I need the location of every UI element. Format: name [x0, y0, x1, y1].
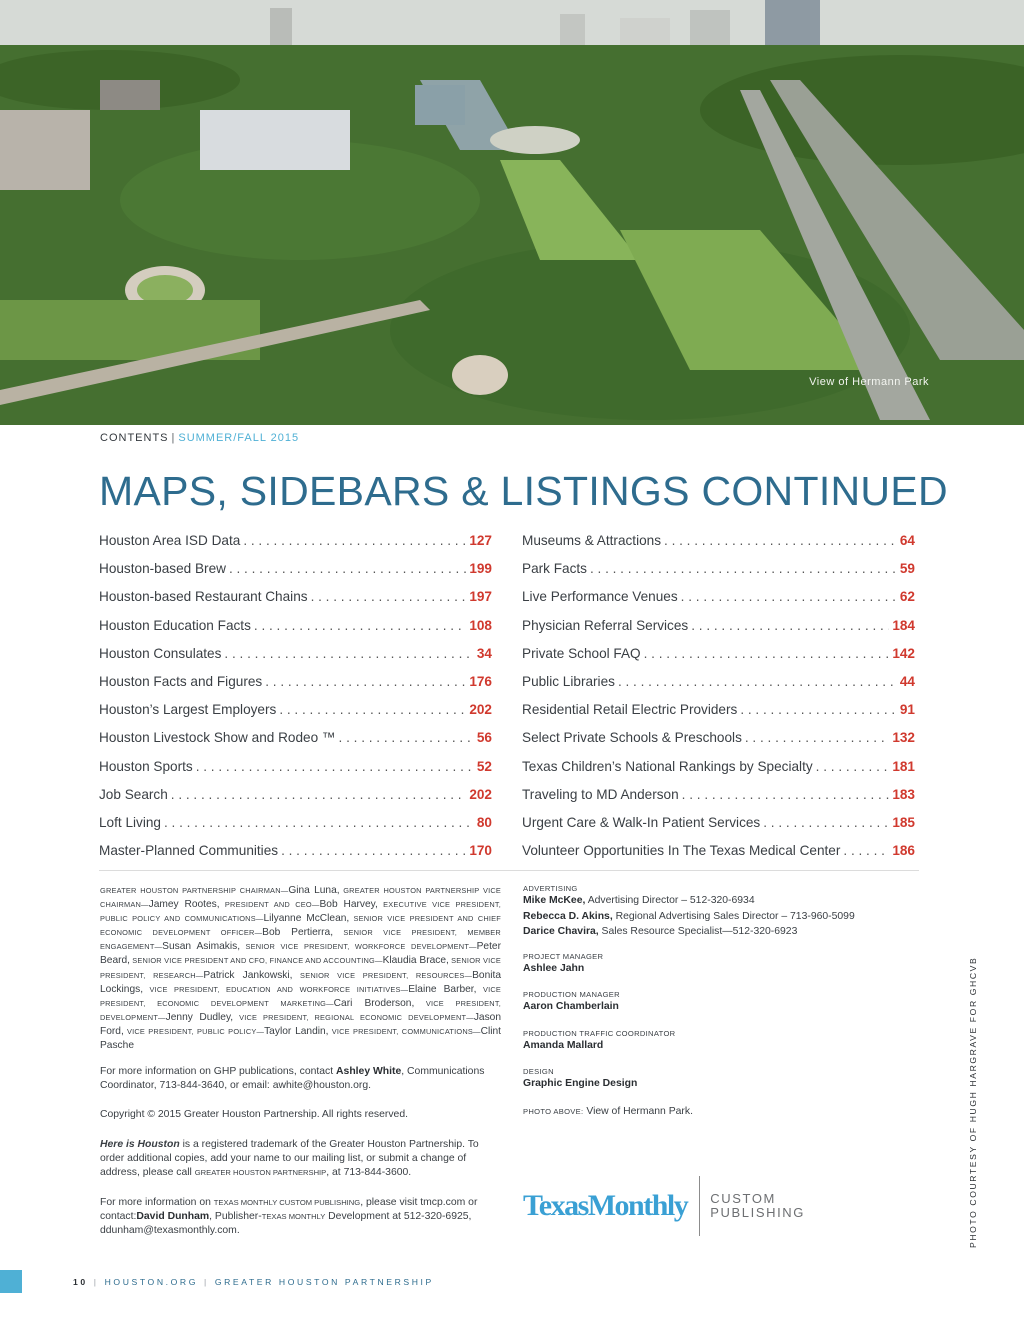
- staff-title: PRESIDENT AND CEO—: [219, 900, 320, 910]
- leader-dots: [281, 843, 466, 858]
- toc-page: 181: [892, 758, 915, 774]
- toc-page: 132: [892, 730, 915, 746]
- staff-name: Klaudia Brace,: [382, 955, 449, 967]
- leader-dots: [265, 674, 466, 689]
- staff-title: SENIOR VICE PRESIDENT, RESOURCES—: [292, 970, 473, 980]
- toc-label: Houston Sports: [99, 758, 193, 774]
- tmcp-info-paragraph: [100, 1196, 500, 1239]
- leader-dots: [763, 815, 889, 830]
- section-label: CONTENTS: [100, 432, 169, 444]
- staff-name: Patrick Jankowski,: [203, 969, 293, 981]
- toc-label: Volunteer Opportunities In The Texas Medical Center: [522, 843, 841, 859]
- toc-label: Houston Livestock Show and Rodeo ™: [99, 730, 336, 746]
- project-manager-heading: PROJECT MANAGER: [523, 951, 604, 961]
- toc-item[interactable]: [522, 843, 915, 871]
- leader-dots: [740, 702, 897, 717]
- leader-dots: [171, 787, 467, 802]
- staff-name: Bonita Lockings,: [100, 969, 501, 995]
- toc-label: Traveling to MD Anderson: [522, 786, 679, 802]
- ghp-contact-name: Ashley White: [336, 1066, 402, 1077]
- leader-dots: [618, 674, 897, 689]
- toc-page: 170: [469, 843, 492, 859]
- photo-credit: PHOTO COURTESY OF HUGH HARGRAVE FOR GHCVB: [968, 956, 978, 1248]
- production-manager-heading: PRODUCTION MANAGER: [523, 990, 620, 999]
- advertising-heading: ADVERTISING: [523, 884, 578, 893]
- trademark-text: is a registered trademark of the Greater Houston Partnership. To order additional copies, add your name to our mailing list, or submit a change of address, please call: [100, 1139, 479, 1179]
- staff-name: Gina Luna,: [288, 885, 340, 896]
- toc-left-column: [99, 533, 492, 871]
- staff-name: Jamey Rootes,: [148, 899, 220, 911]
- toc-label: Houston-based Restaurant Chains: [99, 589, 308, 605]
- staff-name: Lilyanne McClean,: [263, 913, 350, 925]
- texas-monthly-custom-publishing-logo: [523, 1176, 805, 1236]
- tmcp-text: Development at 512-320-6925, ddunham@texasmonthly.com.: [100, 1211, 472, 1237]
- toc-label: Urgent Care & Walk-In Patient Services: [522, 814, 761, 830]
- toc-label: Texas Children’s National Rankings by Specialty: [522, 758, 813, 774]
- footer-divider: |: [93, 1277, 99, 1287]
- toc-item[interactable]: [522, 730, 915, 758]
- traffic-coordinator-heading: PRODUCTION TRAFFIC COORDINATOR: [523, 1028, 676, 1038]
- hermann-park-aerial-image: [0, 0, 1024, 425]
- production-manager-name: Aaron Chamberlain: [523, 1001, 619, 1012]
- footer-accent-block: [0, 1270, 22, 1293]
- project-manager-name: Ashlee Jahn: [523, 962, 585, 974]
- tmcp-contact-name: David Dunham: [136, 1211, 210, 1223]
- toc-label: Houston Consulates: [99, 645, 222, 661]
- toc-label: Live Performance Venues: [522, 589, 678, 605]
- trademark-paragraph: [100, 1138, 505, 1181]
- staff-name: Jason Ford,: [100, 1011, 501, 1037]
- tmcp-text: For more information on: [100, 1197, 214, 1208]
- toc-page: 59: [899, 561, 915, 577]
- toc-page: 127: [469, 533, 492, 548]
- texas-monthly-wordmark: TexasMonthly: [523, 1189, 688, 1222]
- photo-text: View of Hermann Park.: [583, 1105, 693, 1117]
- toc-item[interactable]: [99, 815, 492, 843]
- toc-label: Museums & Attractions: [522, 533, 662, 548]
- credit-line: [523, 924, 923, 940]
- toc-label: Houston Facts and Figures: [99, 673, 263, 689]
- toc-item[interactable]: [99, 646, 492, 674]
- page-footer: [73, 1277, 434, 1287]
- copyright-text: Copyright © 2015 Greater Houston Partnership. All rights reserved.: [100, 1109, 408, 1120]
- ghp-info-text: , Communications Coordinator, 713-844-3640, or email: awhite@houston.org.: [100, 1066, 485, 1092]
- staff-title: SENIOR VICE PRESIDENT, RESEARCH—: [100, 956, 502, 980]
- leader-dots: [224, 646, 473, 661]
- leader-dots: [254, 618, 466, 633]
- staff-title: VICE PRESIDENT, COMMUNICATIONS—: [328, 1026, 481, 1036]
- staff-title: VICE PRESIDENT, REGIONAL ECONOMIC DEVELOPMENT—: [233, 1012, 474, 1022]
- staff-name: Taylor Landin,: [264, 1025, 329, 1037]
- advertising-block: [523, 884, 923, 940]
- credit-role: Regional Advertising Sales Director – 713-960-5099: [612, 910, 855, 922]
- season-label: SUMMER/FALL 2015: [178, 432, 300, 444]
- credit-line: [523, 909, 923, 925]
- leader-dots: [243, 533, 466, 548]
- traffic-coordinator-name: Amanda Mallard: [523, 1039, 604, 1051]
- leader-dots: [816, 759, 890, 774]
- toc-page: 108: [469, 617, 492, 633]
- trademark-title: Here is Houston: [100, 1139, 180, 1150]
- toc-label: Private School FAQ: [522, 645, 641, 661]
- leader-dots: [590, 561, 897, 576]
- staff-title: SENIOR VICE PRESIDENT AND CHIEF ECONOMIC DEVELOPMENT OFFICER—: [100, 914, 501, 938]
- toc-page: 202: [469, 702, 492, 718]
- credit-name: Mike McKee,: [523, 895, 586, 906]
- hero-photo: [0, 0, 1024, 425]
- leader-dots: [745, 730, 889, 745]
- toc-item[interactable]: [99, 759, 492, 787]
- toc-page: 185: [892, 814, 915, 830]
- staff-name: Cari Broderson,: [333, 997, 415, 1009]
- toc-page: 56: [476, 730, 492, 746]
- staff-title: VICE PRESIDENT, EDUCATION AND WORKFORCE INITIATIVES—: [143, 984, 409, 994]
- staff-title: SENIOR VICE PRESIDENT, MEMBER ENGAGEMENT—: [100, 928, 501, 952]
- toc-label: Park Facts: [522, 561, 587, 577]
- staff-name: Bob Pertierra,: [262, 927, 334, 939]
- leader-dots: [339, 730, 474, 745]
- staff-name: Clint Pasche: [100, 1025, 501, 1052]
- toc-label: Houston’s Largest Employers: [99, 702, 277, 718]
- footer-org: GREATER HOUSTON PARTNERSHIP: [214, 1277, 434, 1287]
- toc-page: 64: [899, 533, 915, 548]
- toc-page: 91: [899, 702, 915, 718]
- toc-item[interactable]: [99, 618, 492, 646]
- toc-item[interactable]: [522, 646, 915, 674]
- trademark-phone: , at 713-844-3600.: [326, 1167, 412, 1179]
- logo-line-2: PUBLISHING: [710, 1205, 806, 1220]
- leader-dots: [279, 702, 466, 717]
- toc-label: Master-Planned Communities: [99, 843, 279, 859]
- photo-block: [523, 1106, 923, 1117]
- credit-role: Advertising Director – 512-320-6934: [585, 895, 755, 906]
- design-heading: DESIGN: [523, 1067, 554, 1076]
- traffic-coordinator-block: [523, 1029, 923, 1054]
- toc-item[interactable]: [522, 759, 915, 787]
- toc-label: Houston Education Facts: [99, 617, 251, 633]
- toc-item[interactable]: [522, 702, 915, 730]
- toc-item[interactable]: [522, 815, 915, 843]
- design-block: [523, 1067, 923, 1092]
- toc-item[interactable]: [522, 674, 915, 702]
- toc-item[interactable]: [99, 787, 492, 815]
- ghp-info-text: For more information on GHP publications, contact: [100, 1066, 337, 1077]
- staff-title: VICE PRESIDENT, PUBLIC POLICY—: [123, 1026, 265, 1036]
- tmcp-text: , please visit tmcp.com or contact:: [100, 1197, 478, 1223]
- toc-label: Residential Retail Electric Providers: [522, 702, 738, 718]
- toc-page: 184: [892, 617, 915, 633]
- staff-name: Elaine Barber,: [408, 983, 477, 995]
- staff-name: Susan Asimakis,: [162, 941, 241, 953]
- credit-line: [523, 893, 923, 909]
- toc-item[interactable]: [522, 533, 915, 561]
- divider-rule: [99, 870, 919, 871]
- staff-name: Jenny Dudley,: [165, 1011, 234, 1023]
- toc-item[interactable]: [99, 702, 492, 730]
- toc-label: Job Search: [99, 786, 168, 802]
- toc-page: 62: [899, 589, 915, 605]
- toc-page: 202: [469, 786, 492, 802]
- toc-right-column: [522, 533, 915, 871]
- ghp-info-paragraph: [100, 1065, 500, 1093]
- toc-label: Public Libraries: [522, 673, 615, 689]
- publishing-credits: [523, 884, 923, 1131]
- leader-dots: [682, 787, 890, 802]
- toc-item[interactable]: [99, 533, 492, 561]
- credit-name: Rebecca D. Akins,: [523, 910, 613, 922]
- toc-label: Physician Referral Services: [522, 617, 689, 633]
- toc-item[interactable]: [99, 589, 492, 617]
- leader-dots: [843, 843, 889, 858]
- logo-divider: [699, 1176, 700, 1236]
- toc-item[interactable]: [522, 561, 915, 589]
- toc-item[interactable]: [99, 843, 492, 871]
- staff-masthead: [100, 884, 501, 1053]
- custom-publishing-text: [710, 1192, 805, 1220]
- tmcp-role: TEXAS MONTHLY: [261, 1212, 326, 1222]
- toc-label: Loft Living: [99, 814, 161, 830]
- toc-label: Select Private Schools & Preschools: [522, 730, 742, 746]
- leader-dots: [664, 533, 897, 548]
- toc-item[interactable]: [99, 674, 492, 702]
- page-title: MAPS, SIDEBARS & LISTINGS CONTINUED: [99, 468, 948, 514]
- leader-dots: [311, 589, 467, 604]
- toc-page: 44: [899, 673, 915, 689]
- toc-label: Houston-based Brew: [99, 561, 226, 577]
- staff-name: Bob Harvey,: [319, 899, 378, 911]
- toc-page: 186: [892, 843, 915, 859]
- toc-page: 34: [476, 645, 492, 661]
- page-number: 10: [73, 1277, 88, 1287]
- photo-heading: PHOTO ABOVE:: [523, 1106, 584, 1116]
- credit-role: Sales Resource Specialist—512-320-6923: [598, 926, 798, 937]
- leader-dots: [681, 589, 897, 604]
- leader-dots: [196, 759, 474, 774]
- hero-caption: View of Hermann Park: [809, 376, 929, 388]
- trademark-org: GREATER HOUSTON PARTNERSHIP: [194, 1168, 327, 1178]
- toc-page: 80: [476, 814, 492, 830]
- leader-dots: [229, 561, 466, 576]
- toc-item[interactable]: [522, 618, 915, 646]
- tmcp-text: , Publisher-: [209, 1211, 262, 1223]
- staff-title: VICE PRESIDENT, DEVELOPMENT—: [100, 998, 501, 1022]
- leader-dots: [164, 815, 474, 830]
- toc-page: 183: [892, 786, 915, 802]
- project-manager-block: [523, 952, 923, 977]
- staff-name: Peter Beard,: [100, 941, 501, 967]
- logo-line-1: CUSTOM: [710, 1191, 776, 1206]
- toc-page: 199: [469, 561, 492, 577]
- leader-dots: [691, 618, 889, 633]
- staff-title: SENIOR VICE PRESIDENT, WORKFORCE DEVELOPMENT—: [240, 942, 477, 952]
- footer-site[interactable]: HOUSTON.ORG: [104, 1277, 198, 1287]
- toc-label: Houston Area ISD Data: [99, 533, 241, 548]
- staff-title: GREATER HOUSTON PARTNERSHIP CHAIRMAN—: [100, 886, 289, 895]
- toc-item[interactable]: [522, 787, 915, 815]
- toc-page: 176: [469, 673, 492, 689]
- staff-title: VICE PRESIDENT, ECONOMIC DEVELOPMENT MARKETING—: [100, 984, 501, 1008]
- staff-title: EXECUTIVE VICE PRESIDENT, PUBLIC POLICY AND COMMUNICATIONS—: [100, 900, 502, 924]
- credit-name: Darice Chavira,: [523, 926, 599, 937]
- staff-title: GREATER HOUSTON PARTNERSHIP VICE CHAIRMAN—: [100, 886, 501, 910]
- toc-item[interactable]: [99, 730, 492, 758]
- production-manager-block: [523, 990, 923, 1015]
- toc-item[interactable]: [522, 589, 915, 617]
- footer-divider: |: [204, 1277, 209, 1287]
- label-separator: |: [171, 432, 176, 444]
- toc-page: 142: [892, 645, 915, 661]
- tmcp-org: TEXAS MONTHLY CUSTOM PUBLISHING: [213, 1198, 361, 1207]
- toc-page: 52: [476, 758, 492, 774]
- staff-title: SENIOR VICE PRESIDENT AND CFO, FINANCE AND ACCOUNTING—: [130, 956, 383, 966]
- contents-label: [100, 432, 299, 444]
- design-name: Graphic Engine Design: [523, 1078, 638, 1089]
- leader-dots: [644, 646, 890, 661]
- toc-page: 197: [469, 589, 492, 605]
- toc-item[interactable]: [99, 561, 492, 589]
